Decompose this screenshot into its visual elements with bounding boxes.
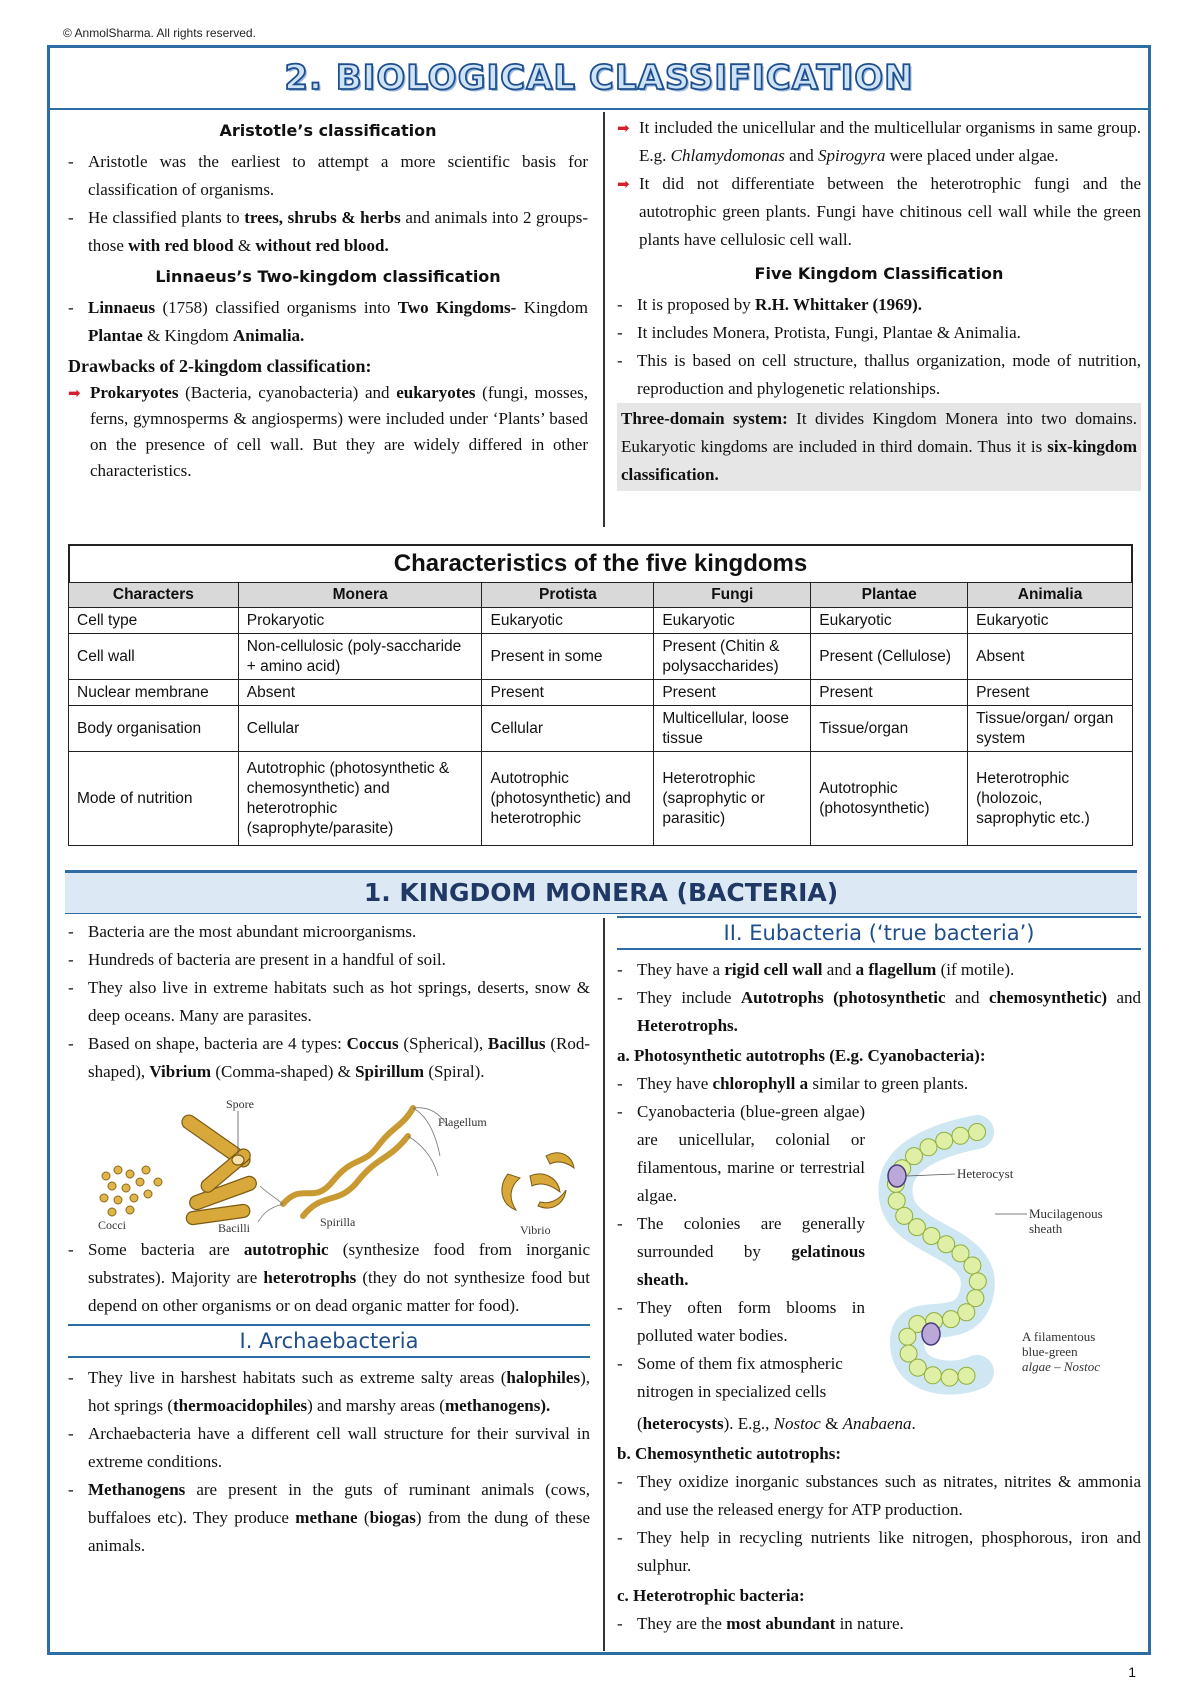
table-cell: Present — [654, 680, 811, 706]
list-item: - Some of them fix atmospheric nitrogen in specialized cells — [617, 1350, 865, 1406]
heterocyst-label: Heterocyst — [957, 1166, 1014, 1181]
heterocyst-cell — [888, 1165, 906, 1187]
list-item: - He classified plants to trees, shrubs & herbs and animals into 2 groups- those with red blood & without red blood. — [68, 204, 588, 260]
list-item: - Based on shape, bacteria are 4 types: Coccus (Spherical), Bacillus (Rod-shaped), Vibrium (Comma-shaped) & Spirillum (Spiral). — [68, 1030, 590, 1086]
heterotrophic-heading: c. Heterotrophic bacteria: — [617, 1586, 805, 1605]
page-number: 1 — [1128, 1664, 1136, 1680]
page-title: 2. BIOLOGICAL CLASSIFICATION — [50, 48, 1148, 110]
column-header: Animalia — [968, 583, 1133, 608]
caption-line2: blue-green — [1022, 1344, 1078, 1359]
vibrio-illustration — [502, 1153, 574, 1210]
table-caption: Characteristics of the five kingdoms — [68, 544, 1133, 582]
top-left-column — [68, 114, 588, 484]
vibrio-label: Vibrio — [520, 1223, 551, 1236]
aristotle-heading: Aristotle’s classification — [219, 121, 437, 140]
table-cell: Eukaryotic — [654, 608, 811, 634]
list-item: - The colonies are generally surrounded by gelatinous sheath. — [617, 1210, 865, 1294]
table-cell: Tissue/organ — [811, 706, 968, 752]
filament-cell — [969, 1273, 986, 1290]
list-item: - Methanogens are present in the guts of ruminant animals (cows, buffaloes etc). They produce methane (biogas) from the dung of these animals. — [68, 1476, 590, 1560]
filament-cell — [969, 1124, 986, 1141]
table-row — [69, 706, 1133, 752]
list-item: - They also live in extreme habitats such as hot springs, deserts, snow & deep oceans. Many are parasites. — [68, 974, 590, 1030]
filament-cell — [952, 1127, 969, 1144]
filament-cell — [936, 1132, 953, 1149]
table-cell: Autotrophic (photosynthetic & chemosynthetic) and heterotrophic (saprophyte/parasite) — [238, 752, 482, 846]
drawbacks-heading: Drawbacks of 2-kingdom classification: — [68, 356, 372, 376]
filament-cell — [908, 1219, 925, 1236]
bottom-left-column — [68, 918, 590, 1560]
column-header: Monera — [238, 583, 482, 608]
column-header: Plantae — [811, 583, 968, 608]
list-item: - This is based on cell structure, thallus organization, mode of nutrition, reproduction and phylogenetic relationships. — [617, 347, 1141, 403]
linnaeus-heading: Linnaeus’s Two-kingdom classification — [155, 267, 501, 286]
filament-cell — [941, 1369, 958, 1386]
column-header: Characters — [69, 583, 239, 608]
column-header: Protista — [482, 583, 654, 608]
flagellum-label: Flagellum — [438, 1115, 487, 1129]
spore-label: Spore — [226, 1097, 254, 1111]
table-cell: Cell type — [69, 608, 239, 634]
cocci-illustration — [100, 1166, 162, 1216]
table-row — [69, 634, 1133, 680]
kingdoms-table — [68, 544, 1133, 846]
table-cell: Eukaryotic — [968, 608, 1133, 634]
list-item: - It is proposed by R.H. Whittaker (1969). — [617, 291, 1141, 319]
three-domain-box: Three-domain system: It divides Kingdom Monera into two domains. Eukaryotic kingdoms are included in third domain. Thus it is six-kingdom classification. — [617, 403, 1141, 491]
table-cell: Heterotrophic (saprophytic or parasitic) — [654, 752, 811, 846]
filament-cell — [924, 1367, 941, 1384]
bacteria-shapes-figure — [68, 1086, 590, 1236]
filament-cell — [920, 1139, 937, 1156]
top-right-column — [617, 114, 1141, 491]
table-cell: Autotrophic (photosynthetic) — [811, 752, 968, 846]
heterocyst-cell — [922, 1323, 940, 1345]
nostoc-figure — [867, 1102, 1137, 1402]
spirilla-illustration — [283, 1108, 413, 1216]
sheath-label-line1: Mucilagenous — [1029, 1206, 1103, 1221]
table-row — [69, 608, 1133, 634]
table-cell: Absent — [968, 634, 1133, 680]
list-item: - Hundreds of bacteria are present in a handful of soil. — [68, 946, 590, 974]
list-item: - They help in recycling nutrients like nitrogen, phosphorous, iron and sulphur. — [617, 1524, 1141, 1580]
list-item: - It includes Monera, Protista, Fungi, Plantae & Animalia. — [617, 319, 1141, 347]
table-cell: Present (Cellulose) — [811, 634, 968, 680]
spirilla-label: Spirilla — [320, 1215, 356, 1229]
caption-line3: algae – Nostoc — [1022, 1359, 1100, 1374]
filament-cell — [958, 1304, 975, 1321]
list-item: - Aristotle was the earliest to attempt a more scientific basis for classification of organisms. — [68, 148, 588, 204]
table-cell: Body organisation — [69, 706, 239, 752]
table-cell: Eukaryotic — [482, 608, 654, 634]
table-cell: Heterotrophic (holozoic, saprophytic etc.) — [968, 752, 1133, 846]
list-item: - Linnaeus (1758) classified organisms into Two Kingdoms- Kingdom Plantae & Kingdom Animalia. — [68, 294, 588, 350]
table-cell: Tissue/organ/ organ system — [968, 706, 1133, 752]
cocci-label: Cocci — [98, 1218, 126, 1232]
column-header: Fungi — [654, 583, 811, 608]
five-kingdom-heading: Five Kingdom Classification — [754, 264, 1004, 283]
filament-cell — [909, 1359, 926, 1376]
list-item: - They have chlorophyll a similar to green plants. — [617, 1070, 1141, 1098]
table-cell: Cell wall — [69, 634, 239, 680]
filament-cell — [899, 1328, 916, 1345]
table-cell: Present — [811, 680, 968, 706]
table-cell: Prokaryotic — [238, 608, 482, 634]
list-item: - They often form blooms in polluted water bodies. — [617, 1294, 865, 1350]
table-cell: Present in some — [482, 634, 654, 680]
list-item: ➡ It included the unicellular and the multicellular organisms in same group. E.g. Chlamydomonas and Spirogyra were placed under algae. — [617, 114, 1141, 170]
list-item: - Cyanobacteria (blue-green algae) are unicellular, colonial or filamentous, marine or terrestrial algae. — [617, 1098, 865, 1210]
table-header-row — [69, 583, 1133, 608]
table-cell: Mode of nutrition — [69, 752, 239, 846]
list-item: - They oxidize inorganic substances such as nitrates, nitrites & ammonia and use the released energy for ATP production. — [617, 1468, 1141, 1524]
table-cell: Autotrophic (photosynthetic) and heterotrophic — [482, 752, 654, 846]
archaebacteria-heading: I. Archaebacteria — [68, 1324, 590, 1358]
bacilli-illustration — [179, 1112, 258, 1225]
filament-cell — [923, 1228, 940, 1245]
list-item: - Some bacteria are autotrophic (synthesize food from inorganic substrates). Majority are heterotrophs (they do not synthesize food but depend on other organisms or on dead organic matter for food). — [68, 1236, 590, 1320]
list-item: - They include Autotrophs (photosynthetic and chemosynthetic) and Heterotrophs. — [617, 984, 1141, 1040]
copyright-notice: © AnmolSharma. All rights reserved. — [63, 26, 256, 40]
column-divider — [603, 112, 605, 527]
list-item: ➡ It did not differentiate between the heterotrophic fungi and the autotrophic green plants. Fungi have chitinous cell wall while the green plants have cellulosic cell wall. — [617, 170, 1141, 254]
caption-line1: A filamentous — [1022, 1329, 1096, 1344]
table-cell: Present — [968, 680, 1133, 706]
monera-section-heading: 1. KINGDOM MONERA (BACTERIA) — [65, 870, 1137, 914]
table-cell: Cellular — [482, 706, 654, 752]
list-item-continuation: (heterocysts). E.g., Nostoc & Anabaena. — [637, 1414, 916, 1433]
sheath-label-line2: sheath — [1029, 1221, 1063, 1236]
list-item: ➡ Prokaryotes (Bacteria, cyanobacteria) and eukaryotes (fungi, mosses, ferns, gymnosperms & angiosperms) were included under ‘Plants’ based on the presence of cell wall. But they are widely differed in other characteristics. — [68, 380, 588, 484]
column-divider — [603, 918, 605, 1651]
table-cell: Present — [482, 680, 654, 706]
table-cell: Nuclear membrane — [69, 680, 239, 706]
eubacteria-heading: II. Eubacteria (‘true bacteria’) — [617, 916, 1141, 950]
chemosynthetic-heading: b. Chemosynthetic autotrophs: — [617, 1444, 842, 1463]
list-item: - Archaebacteria have a different cell wall structure for their survival in extreme conditions. — [68, 1420, 590, 1476]
filament-cell — [943, 1311, 960, 1328]
list-item: - Bacteria are the most abundant microorganisms. — [68, 918, 590, 946]
list-item: - They live in harshest habitats such as extreme salty areas (halophiles), hot springs (thermoacidophiles) and marshy areas (methanogens). — [68, 1364, 590, 1420]
table-cell: Absent — [238, 680, 482, 706]
bottom-right-column — [617, 916, 1141, 1638]
photosynthetic-heading: a. Photosynthetic autotrophs (E.g. Cyanobacteria): — [617, 1046, 986, 1065]
table-cell: Present (Chitin & polysaccharides) — [654, 634, 811, 680]
table-row — [69, 752, 1133, 846]
table-row — [69, 680, 1133, 706]
table-cell: Cellular — [238, 706, 482, 752]
list-item: - They are the most abundant in nature. — [617, 1610, 1141, 1638]
table-cell: Multicellular, loose tissue — [654, 706, 811, 752]
filament-cell — [958, 1367, 975, 1384]
table-cell: Non-cellulosic (poly-saccharide + amino acid) — [238, 634, 482, 680]
bacilli-label: Bacilli — [218, 1221, 250, 1235]
list-item: - They have a rigid cell wall and a flagellum (if motile). — [617, 956, 1141, 984]
filament-cell — [888, 1192, 905, 1209]
table-cell: Eukaryotic — [811, 608, 968, 634]
filament-cell — [964, 1257, 981, 1274]
